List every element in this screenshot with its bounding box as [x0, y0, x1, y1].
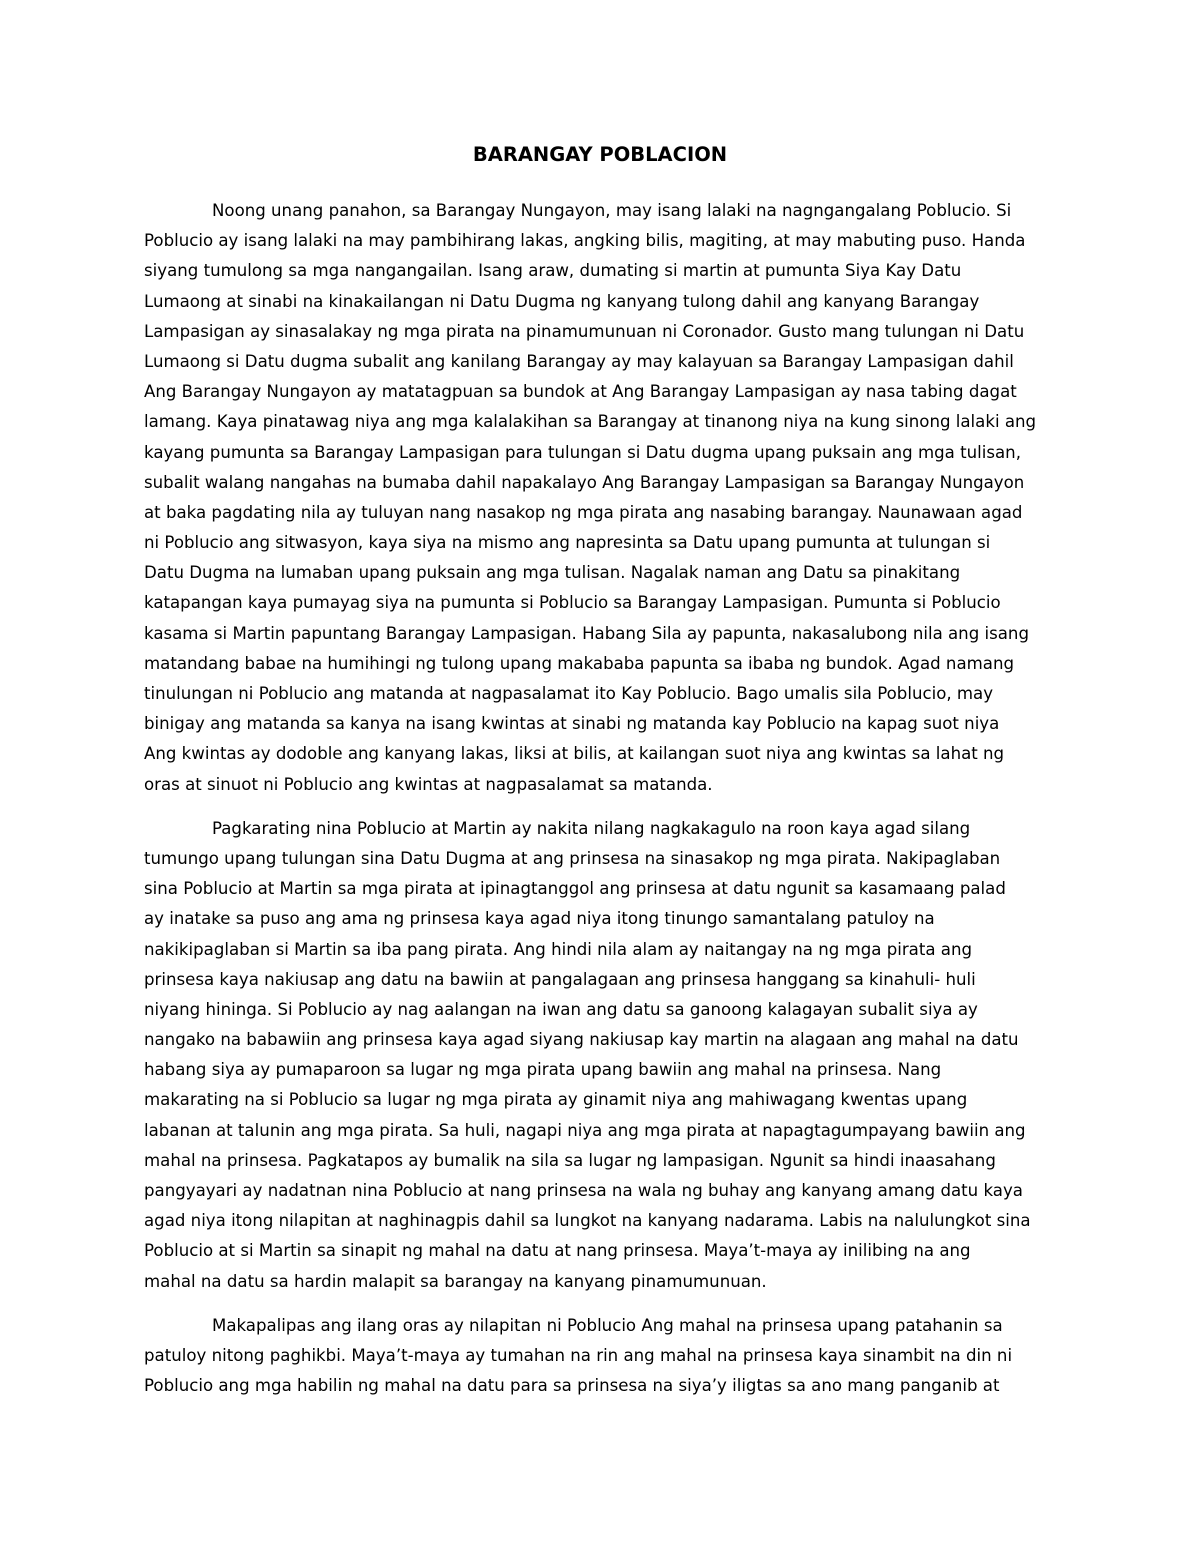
text-line: kayang pumunta sa Barangay Lampasigan para tulungan si Datu dugma upang puksain ang mga tulisan,: [144, 442, 1021, 462]
text-line: siyang tumulong sa mga nangangailan. Isang araw, dumating si martin at pumunta Siya Kay Datu: [144, 261, 962, 281]
text-line: nakikipaglaban si Martin sa iba pang pirata. Ang hindi nila alam ay naitangay na ng mga pirata ang: [144, 939, 973, 959]
paragraph: [144, 814, 1059, 1297]
text-line: Noong unang panahon, sa Barangay Nungayon, may isang lalaki na nagngangalang Poblucio. Si: [212, 201, 1012, 220]
document-title: BARANGAY POBLACION: [472, 143, 728, 166]
text-line: katapangan kaya pumayag siya na pumunta si Poblucio sa Barangay Lampasigan. Pumunta si Poblucio: [144, 593, 1001, 613]
text-line: mahal na prinsesa. Pagkatapos ay bumalik na sila sa lugar ng lampasigan. Ngunit sa hindi inaasahang: [144, 1150, 996, 1170]
text-line: pangyayari ay nadatnan nina Poblucio at nang prinsesa na wala ng buhay ang kanyang amang datu kaya: [144, 1181, 1023, 1200]
text-line: patuloy nitong paghikbi. Maya’t-maya ay tumahan na rin ang mahal na prinsesa kaya sinambit na din ni: [144, 1345, 1013, 1365]
text-line: matandang babae na humihingi ng tulong upang makababa papunta sa ibaba ng bundok. Agad namang: [144, 653, 1015, 673]
document-body: [144, 196, 1059, 1415]
text-line: Ang kwintas ay dodoble ang kanyang lakas, liksi at bilis, at kailangan suot niya ang kwintas sa lahat ng: [144, 744, 1005, 764]
text-line: binigay ang matanda sa kanya na isang kwintas at sinabi ng matanda kay Poblucio na kapag suot niya: [144, 714, 1000, 734]
paragraph: [144, 196, 1059, 800]
text-line: labanan at talunin ang mga pirata. Sa huli, nagapi niya ang mga pirata at napagtagumpayang bawiin ang: [144, 1120, 1026, 1140]
text-line: tumungo upang tulungan sina Datu Dugma at ang prinsesa na sinasakop ng mga pirata. Nakipaglaban: [144, 848, 1001, 868]
text-line: Poblucio ay isang lalaki na may pambihirang lakas, angking bilis, magiting, at may mabuting puso. Handa: [144, 231, 1026, 251]
text-line: tinulungan ni Poblucio ang matanda at nagpasalamat ito Kay Poblucio. Bago umalis sila Poblucio, may: [144, 684, 994, 703]
paragraph: [144, 1311, 1059, 1402]
text-line: prinsesa kaya nakiusap ang datu na bawiin at pangalagaan ang prinsesa hanggang sa kinahuli- huli: [144, 969, 976, 989]
text-line: Lumaong at sinabi na kinakailangan ni Datu Dugma ng kanyang tulong dahil ang kanyang Barangay: [144, 291, 980, 311]
text-line: niyang hininga. Si Poblucio ay nag aalangan na iwan ang datu sa ganoong kalagayan subalit siya ay: [144, 999, 978, 1019]
text-line: ni Poblucio ang sitwasyon, kaya siya na mismo ang napresinta sa Datu upang pumunta at tulungan si: [144, 533, 991, 553]
text-line: kasama si Martin papuntang Barangay Lampasigan. Habang Sila ay papunta, nakasalubong nila ang isang: [144, 623, 1029, 643]
text-line: Poblucio ang mga habilin ng mahal na datu para sa prinsesa na siya’y iligtas sa ano mang panganib at: [144, 1376, 1000, 1396]
text-line: subalit walang nangahas na bumaba dahil napakalayo Ang Barangay Lampasigan sa Barangay Nungayon: [144, 472, 1025, 492]
text-line: nangako na babawiin ang prinsesa kaya agad siyang nakiusap kay martin na alagaan ang mahal na datu: [144, 1030, 1019, 1050]
text-line: Makapalipas ang ilang oras ay nilapitan ni Poblucio Ang mahal na prinsesa upang patahanin sa: [212, 1315, 1003, 1335]
text-line: lamang. Kaya pinatawag niya ang mga kalalakihan sa Barangay at tinanong niya na kung sinong lalaki ang: [144, 412, 1037, 432]
text-line: sina Poblucio at Martin sa mga pirata at ipinagtanggol ang prinsesa at datu ngunit sa kasamaang palad: [144, 879, 1006, 899]
text-line: oras at sinuot ni Poblucio ang kwintas at nagpasalamat sa matanda.: [144, 774, 713, 794]
text-line: Pagkarating nina Poblucio at Martin ay nakita nilang nagkakagulo na roon kaya agad silang: [212, 818, 971, 838]
text-line: habang siya ay pumaparoon sa lugar ng mga pirata upang bawiin ang mahal na prinsesa. Nang: [144, 1060, 942, 1080]
text-line: Poblucio at si Martin sa sinapit ng mahal na datu at nang prinsesa. Maya’t-maya ay inilibing na ang: [144, 1241, 971, 1261]
text-line: Datu Dugma na lumaban upang puksain ang mga tulisan. Nagalak naman ang Datu sa pinakitang: [144, 563, 961, 583]
text-line: makarating na si Poblucio sa lugar ng mga pirata ay ginamit niya ang mahiwagang kwentas upang: [144, 1090, 968, 1110]
text-line: agad niya itong nilapitan at naghinagpis dahil sa lungkot na kanyang nadarama. Labis na nalulungkot sina: [144, 1211, 1031, 1231]
text-line: Ang Barangay Nungayon ay matatagpuan sa bundok at Ang Barangay Lampasigan ay nasa tabing dagat: [144, 382, 1017, 402]
text-line: Lumaong si Datu dugma subalit ang kanilang Barangay ay may kalayuan sa Barangay Lampasigan dahil: [144, 351, 1014, 371]
text-line: at baka pagdating nila ay tuluyan nang nasakop ng mga pirata ang nasabing barangay. Naunawaan agad: [144, 502, 1023, 522]
text-line: Lampasigan ay sinasalakay ng mga pirata na pinamumunuan ni Coronador. Gusto mang tulungan ni Datu: [144, 321, 1025, 341]
text-line: mahal na datu sa hardin malapit sa barangay na kanyang pinamumunuan.: [144, 1271, 767, 1291]
text-line: ay inatake sa puso ang ama ng prinsesa kaya agad niya itong tinungo samantalang patuloy na: [144, 909, 935, 929]
